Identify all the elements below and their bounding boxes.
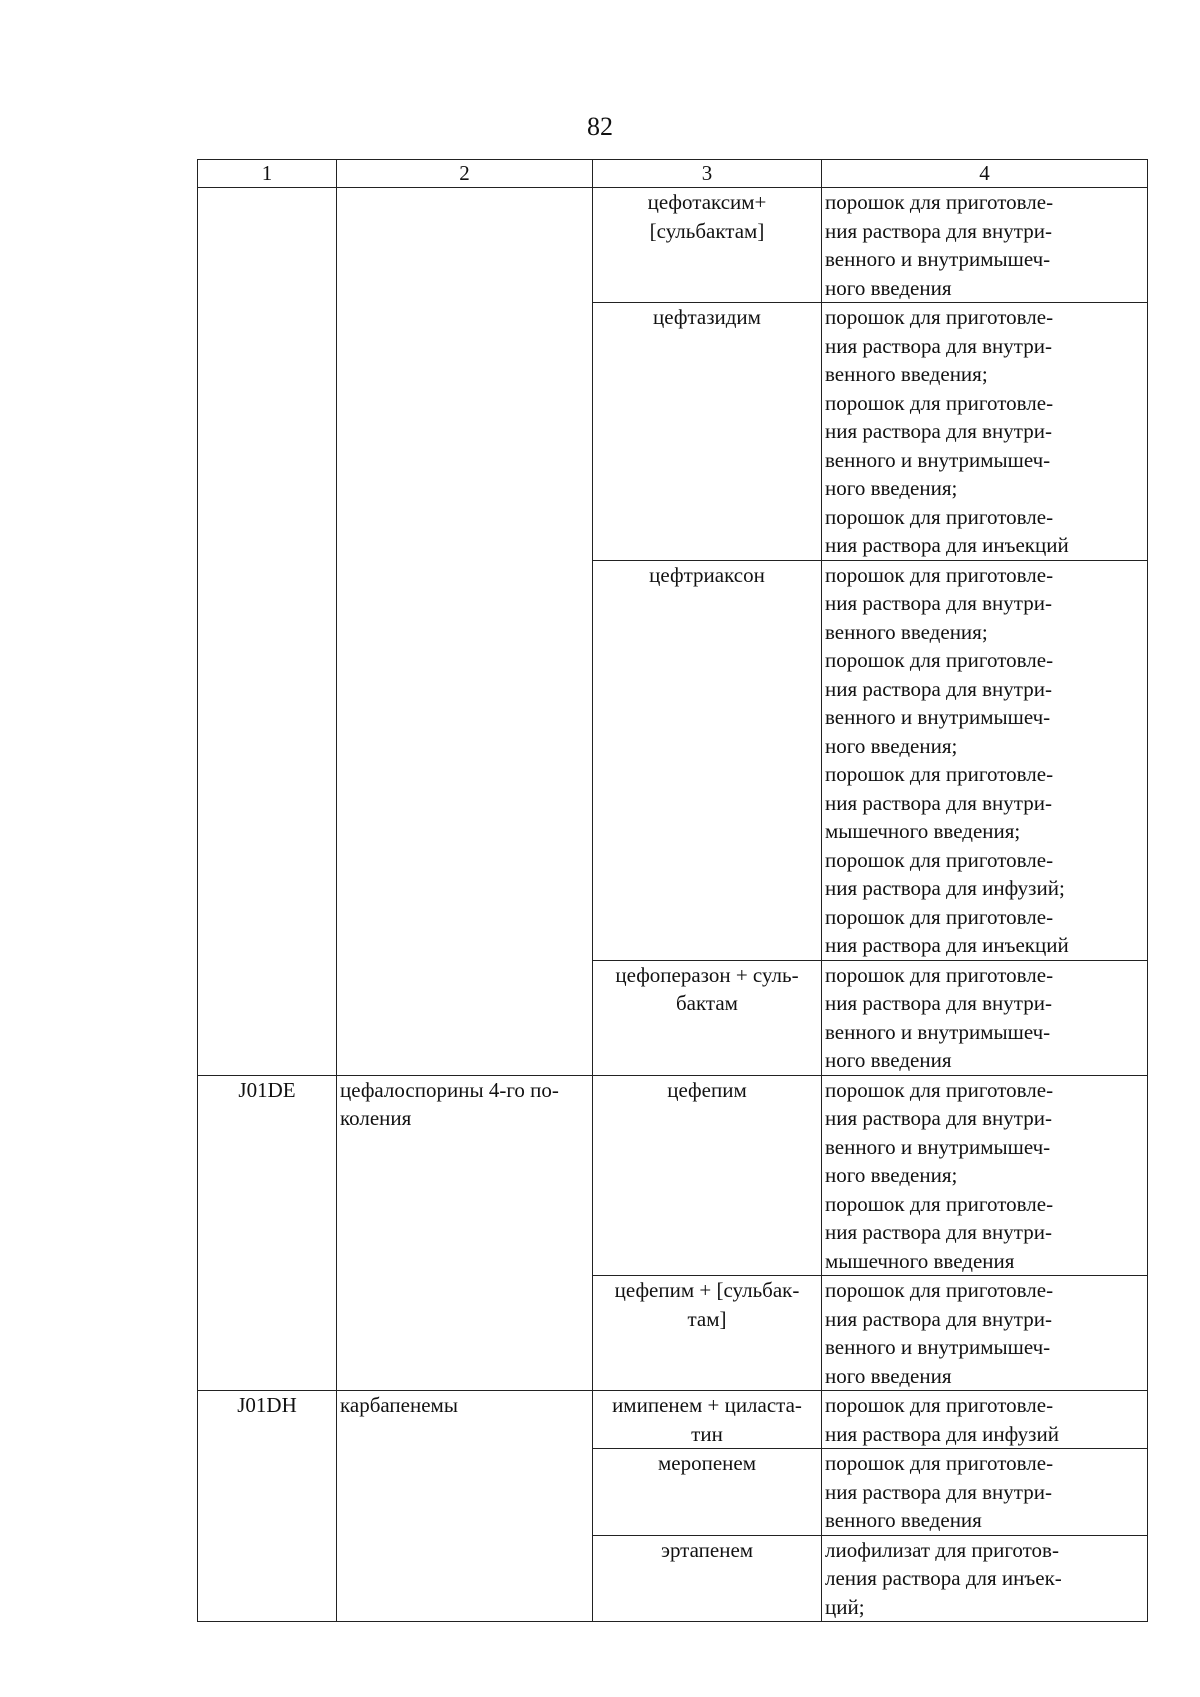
dosage-form-line: венного введения bbox=[825, 1508, 982, 1532]
dosage-form-line: порошок для приготовле- bbox=[825, 904, 1054, 929]
atc-code-cell bbox=[198, 188, 337, 1076]
table-row bbox=[198, 1391, 1148, 1449]
drug-name-line: цефепим bbox=[667, 1077, 747, 1102]
dosage-form-line: порошок для приготовле- bbox=[825, 1278, 1054, 1302]
dosage-form-line: венного и внутримышеч- bbox=[825, 1019, 1051, 1044]
atc-code-cell: J01DH bbox=[198, 1391, 337, 1622]
dosage-form-line: ного введения; bbox=[825, 1163, 958, 1187]
dosage-form-line: ного введения bbox=[825, 275, 952, 300]
dosage-form-line: порошок для приготовле- bbox=[825, 504, 1054, 529]
drug-name-cell bbox=[593, 1075, 822, 1276]
table-row bbox=[198, 1075, 1148, 1276]
drug-name-line: там] bbox=[687, 1306, 727, 1331]
drug-name-line: цефотаксим+ bbox=[647, 190, 767, 214]
dosage-form-line: венного и внутримышеч- bbox=[825, 1134, 1051, 1159]
group-name-line: коления bbox=[340, 1106, 412, 1130]
page-number: 82 bbox=[587, 112, 613, 141]
dosage-form-line: ного введения bbox=[825, 1363, 952, 1388]
dosage-form-line: лиофилизат для приготов- bbox=[825, 1537, 1059, 1562]
dosage-form-line: порошок для приготовле- bbox=[825, 1077, 1054, 1102]
dosage-form-line: порошок для приготовле- bbox=[825, 762, 1054, 786]
dosage-form-cell bbox=[822, 1075, 1148, 1276]
dosage-form-line: порошок для приготовле- bbox=[825, 305, 1054, 329]
dosage-form-line: мышечного введения; bbox=[825, 819, 1021, 843]
dosage-form-line: порошок для приготовле- bbox=[825, 962, 1054, 987]
dosage-form-line: порошок для приготовле- bbox=[825, 1451, 1054, 1475]
dosage-form-line: ций; bbox=[825, 1594, 865, 1619]
group-name-cell bbox=[337, 188, 593, 1076]
drug-name-line: тин bbox=[691, 1421, 723, 1446]
dosage-form-line: ления раствора для инъек- bbox=[825, 1566, 1062, 1590]
dosage-form-line: ния раствора для внутри- bbox=[825, 676, 1052, 701]
drug-name-cell bbox=[593, 1391, 822, 1449]
group-name-cell bbox=[337, 1075, 593, 1391]
dosage-form-cell bbox=[822, 303, 1148, 561]
dosage-form-line: ния раствора для инъекций bbox=[825, 533, 1069, 557]
dosage-form-cell bbox=[822, 188, 1148, 303]
drug-name-cell bbox=[593, 188, 822, 303]
dosage-form-line: ния раствора для внутри- bbox=[825, 218, 1052, 243]
dosage-form-cell bbox=[822, 1449, 1148, 1536]
column-header-2: 2 bbox=[337, 160, 593, 188]
dosage-form-line: ния раствора для внутри- bbox=[825, 1220, 1052, 1244]
dosage-form-line: ния раствора для внутри- bbox=[825, 591, 1052, 615]
dosage-form-line: ного введения bbox=[825, 1048, 952, 1072]
drug-name-cell bbox=[593, 303, 822, 561]
drug-name-line: цефтазидим bbox=[653, 305, 761, 329]
dosage-form-line: порошок для приготовле- bbox=[825, 1191, 1054, 1216]
drug-name-line: меропенем bbox=[657, 1451, 757, 1475]
drug-name-cell bbox=[593, 560, 822, 960]
dosage-form-cell bbox=[822, 1535, 1148, 1622]
dosage-form-line: ния раствора для внутри- bbox=[825, 790, 1052, 815]
column-header-3: 3 bbox=[593, 160, 822, 188]
dosage-form-line: ния раствора для внутри- bbox=[825, 419, 1052, 443]
drug-name-cell bbox=[593, 1449, 822, 1536]
dosage-form-line: венного и внутримышеч- bbox=[825, 1335, 1051, 1359]
dosage-form-line: порошок для приготовле- bbox=[825, 1393, 1054, 1417]
drug-name-cell bbox=[593, 1276, 822, 1391]
dosage-form-line: ния раствора для внутри- bbox=[825, 1479, 1052, 1504]
dosage-form-line: ния раствора для внутри- bbox=[825, 333, 1052, 358]
dosage-form-cell bbox=[822, 1391, 1148, 1449]
dosage-form-line: мышечного введения bbox=[825, 1248, 1015, 1273]
dosage-form-line: ного введения; bbox=[825, 733, 958, 758]
dosage-form-line: ния раствора для инфузий; bbox=[825, 876, 1065, 900]
drug-name-line: цефтриаксон bbox=[649, 562, 765, 587]
dosage-form-line: порошок для приготовле- bbox=[825, 190, 1054, 214]
dosage-form-cell bbox=[822, 560, 1148, 960]
dosage-form-line: ния раствора для внутри- bbox=[825, 991, 1052, 1015]
dosage-form-line: ния раствора для инъекций bbox=[825, 933, 1069, 957]
dosage-form-line: порошок для приготовле- bbox=[825, 390, 1054, 415]
dosage-form-line: ного введения; bbox=[825, 476, 958, 500]
dosage-form-line: венного и внутримышеч- bbox=[825, 705, 1051, 729]
group-name-line: цефалоспорины 4-го по- bbox=[340, 1077, 559, 1102]
drug-table bbox=[197, 159, 1148, 1622]
dosage-form-line: венного введения; bbox=[825, 362, 988, 386]
dosage-form-line: порошок для приготовле- bbox=[825, 648, 1054, 672]
column-header-1: 1 bbox=[198, 160, 337, 188]
drug-name-cell bbox=[593, 960, 822, 1075]
dosage-form-line: ния раствора для внутри- bbox=[825, 1106, 1052, 1130]
header-row bbox=[198, 160, 1148, 188]
drug-name-line: [сульбактам] bbox=[649, 218, 765, 243]
dosage-form-line: венного введения; bbox=[825, 619, 988, 644]
dosage-form-line: порошок для приготовле- bbox=[825, 847, 1054, 872]
drug-name-line: эртапенем bbox=[660, 1537, 754, 1562]
drug-name-line: цефоперазон + суль- bbox=[615, 962, 799, 987]
dosage-form-line: порошок для приготовле- bbox=[825, 562, 1054, 587]
drug-name-line: цефепим + [сульбак- bbox=[614, 1278, 800, 1302]
drug-name-line: бактам bbox=[676, 991, 738, 1015]
dosage-form-cell bbox=[822, 960, 1148, 1075]
dosage-form-cell bbox=[822, 1276, 1148, 1391]
dosage-form-line: венного и внутримышеч- bbox=[825, 447, 1051, 472]
dosage-form-line: венного и внутримышеч- bbox=[825, 247, 1051, 271]
group-name-cell bbox=[337, 1391, 593, 1622]
dosage-form-line: ния раствора для внутри- bbox=[825, 1306, 1052, 1331]
table-row bbox=[198, 188, 1148, 303]
drug-name-line: имипенем + циласта- bbox=[612, 1393, 802, 1417]
dosage-form-line: ния раствора для инфузий bbox=[825, 1421, 1059, 1446]
drug-name-cell bbox=[593, 1535, 822, 1622]
group-name-line: карбапенемы bbox=[340, 1393, 458, 1417]
atc-code-cell: J01DE bbox=[198, 1075, 337, 1391]
table-body bbox=[198, 160, 1148, 1622]
column-header-4: 4 bbox=[822, 160, 1148, 188]
